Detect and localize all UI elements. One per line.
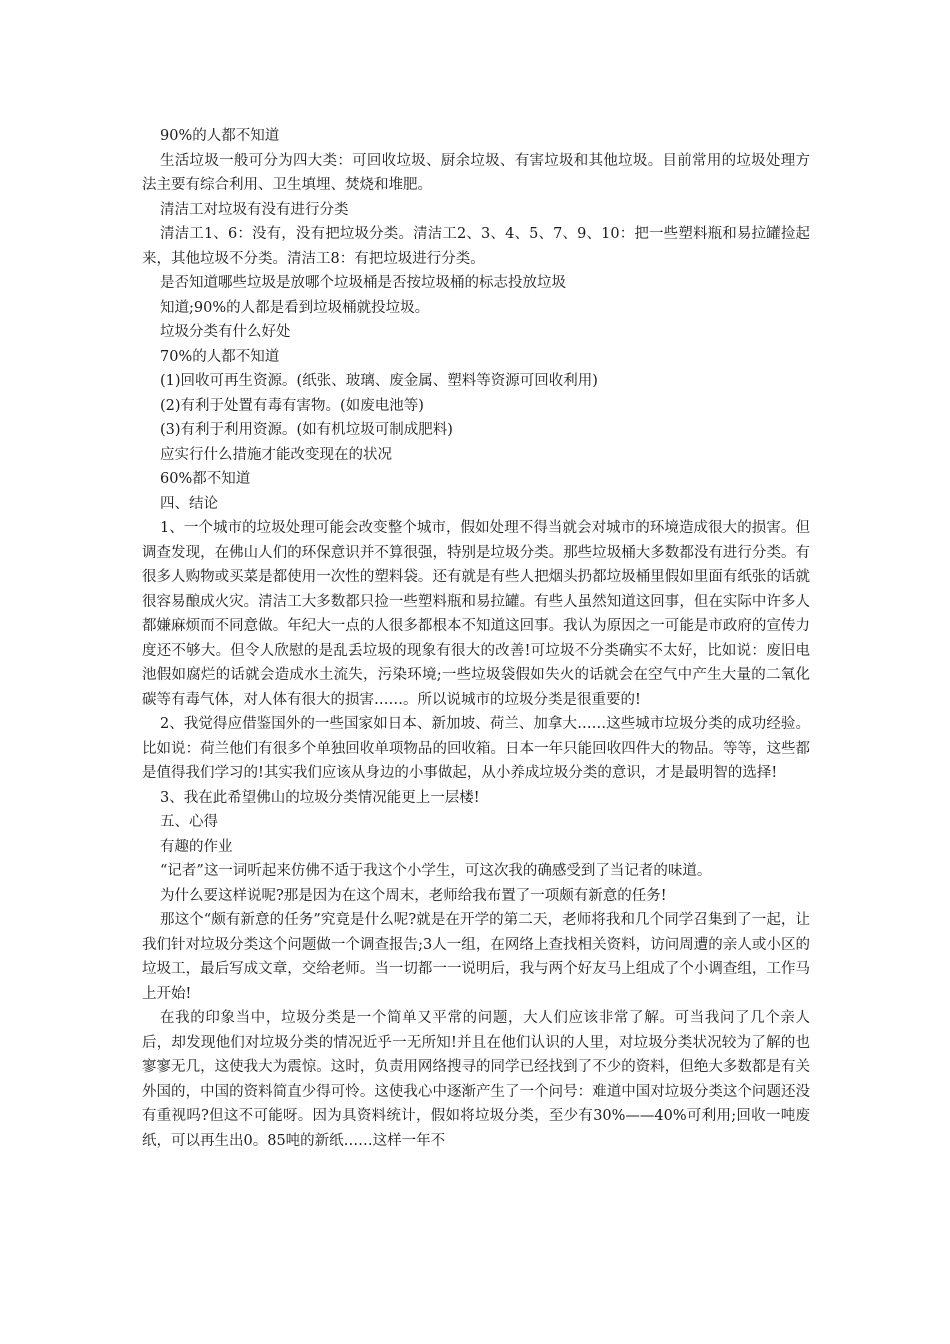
question-benefits: 垃圾分类有什么好处 bbox=[160, 324, 291, 340]
conclusion-paragraph-2: 2、我觉得应借鉴国外的一些国家如日本、新加坡、荷兰、加拿大……这些城市垃圾分类的成功经验。比如说：荷兰他们有很多个单独回收单项物品的回收箱。日本一年只能回收四件大的物品。等等，这些都是值得我们学习的!其实我们应该从身边的小事做起，从小养成垃圾分类的意识，才是最明智的选择! bbox=[142, 716, 810, 781]
garbage-categories-paragraph: 生活垃圾一般可分为四大类：可回收垃圾、厨余垃圾、有害垃圾和其他垃圾。目前常用的垃圾处理方法主要有综合利用、卫生填埋、焚烧和堆肥。 bbox=[142, 152, 810, 193]
stat-not-know-60: 60%都不知道 bbox=[160, 471, 251, 487]
essay-paragraph-2: 为什么要这样说呢?那是因为在这个周末，老师给我布置了一项颇有新意的任务! bbox=[160, 887, 667, 904]
essay-paragraph-3: 那这个“颇有新意的任务”究竟是什么呢?就是在开学的第二天，老师将我和几个同学召集到了一起，让我们针对垃圾分类这个问题做一个调查报告;3人一组，在网络上查找相关资料，访问周遭的亲人或小区的垃圾工，最后写成文章，交给老师。当一切都一一说明后，我与两个好友马上组成了个小调查组，工作马上开始! bbox=[142, 912, 810, 1002]
question-measures: 应实行什么措施才能改变现在的状况 bbox=[160, 446, 392, 463]
essay-paragraph-1: “记者”这一词听起来仿佛不适于我这个小学生，可这次我的确感受到了当记者的味道。 bbox=[160, 863, 712, 879]
section-heading-conclusion: 四、结论 bbox=[160, 495, 218, 512]
benefit-item-2: (2)有利于处置有毒有害物。(如废电池等) bbox=[160, 397, 424, 414]
cleaners-answers-paragraph: 清洁工1、6：没有，没有把垃圾分类。清洁工2、3、4、5、7、9、10：把一些塑料瓶和易拉罐捡起来，其他垃圾不分类。清洁工8：有把垃圾进行分类。 bbox=[142, 226, 810, 267]
conclusion-paragraph-3: 3、我在此希望佛山的垃圾分类情况能更上一层楼! bbox=[160, 789, 480, 806]
question-know-bins: 是否知道哪些垃圾是放哪个垃圾桶是否按垃圾桶的标志投放垃圾 bbox=[160, 275, 566, 291]
answer-know-bins: 知道;90%的人都是看到垃圾桶就投垃圾。 bbox=[160, 299, 430, 316]
essay-paragraph-4: 在我的印象当中，垃圾分类是一个简单又平常的问题，大人们应该非常了解。可当我问了几个亲人后，却发现他们对垃圾分类的情况近乎一无所知!并且在他们认识的人里，对垃圾分类状况较为了解的也寥寥无几，这使我大为震惊。这时，负责用网络搜寻的同学已经找到了不少的资料，但绝大多数都是有关外国的，中国的资料简直少得可怜。这使我心中逐渐产生了一个问号：难道中国对垃圾分类这个问题还没有重视吗?但这不可能呀。因为具资料统计，假如将垃圾分类，至少有30%——40%可利用;回收一吨废纸，可以再生出0。85吨的新纸……这样一年不 bbox=[142, 1010, 810, 1149]
section-heading-reflection: 五、心得 bbox=[160, 814, 218, 830]
stat-not-know-90: 90%的人都不知道 bbox=[160, 128, 280, 144]
essay-title: 有趣的作业 bbox=[160, 838, 233, 855]
stat-not-know-70: 70%的人都不知道 bbox=[160, 348, 280, 365]
benefit-item-3: (3)有利于利用资源。(如有机垃圾可制成肥料) bbox=[160, 422, 453, 438]
conclusion-paragraph-1: 1、一个城市的垃圾处理可能会改变整个城市，假如处理不得当就会对城市的环境造成很大的损害。但调查发现，在佛山人们的环保意识并不算很强，特别是垃圾分类。那些垃圾桶大多数都没有进行分类。有很多人购物或买菜是都使用一次性的塑料袋。还有就是有些人把烟头扔都垃圾桶里假如里面有纸张的话就很容易酿成火灾。清洁工大多数都只捡一些塑料瓶和易拉罐。有些人虽然知道这回事，但在实际中许多人都嫌麻烦而不同意做。年纪大一点的人很多都根本不知道这回事。我认为原因之一可能是市政府的宣传力度还不够大。但令人欣慰的是乱丢垃圾的现象有很大的改善!可垃圾不分类确实不太好，比如说：废旧电池假如腐烂的话就会造成水土流失，污染环境;一些垃圾袋假如失火的话就会在空气中产生大量的二氧化碳等有毒气体，对人体有很大的损害……。所以说城市的垃圾分类是很重要的! bbox=[142, 520, 810, 708]
benefit-item-1: (1)回收可再生资源。(纸张、玻璃、废金属、塑料等资源可回收利用) bbox=[160, 373, 598, 389]
question-cleaners-sorting: 清洁工对垃圾有没有进行分类 bbox=[160, 201, 349, 218]
document-page bbox=[142, 124, 810, 1153]
